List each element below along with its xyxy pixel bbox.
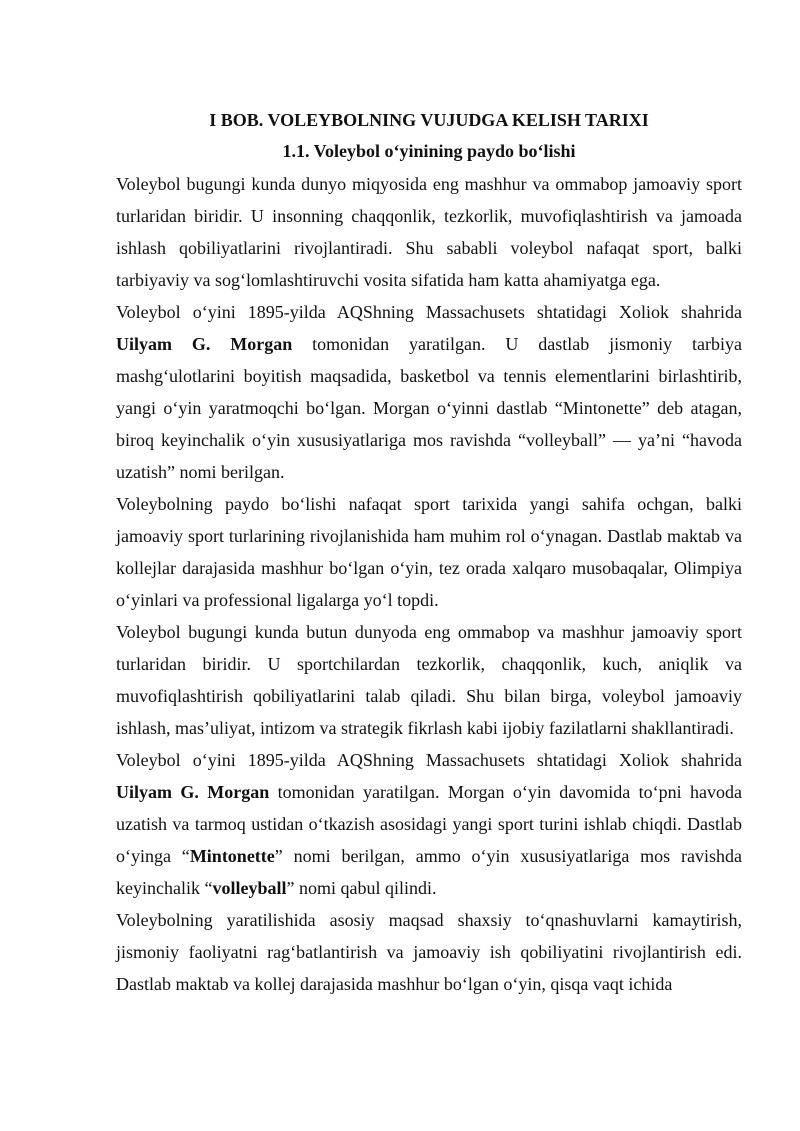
section-title: 1.1. Voleybol o‘yinining paydo bo‘lishi: [282, 141, 576, 161]
paragraph-5-text-a: Voleybol o‘yini 1895-yilda AQShning Massachusets shtatidagi Xoliok shahrida: [116, 750, 742, 770]
document-page: [116, 104, 742, 1000]
paragraph-5-text-d: ” nomi qabul qilindi.: [286, 878, 437, 898]
volleyball-bold: volleyball: [212, 878, 287, 898]
author-name-bold: Uilyam G. Morgan: [116, 334, 293, 354]
paragraph-2: [116, 296, 742, 488]
paragraph-5: [116, 744, 742, 904]
mintonette-bold: Mintonette: [189, 846, 275, 866]
paragraph-5-text-c: ” nomi berilgan, ammo o‘yin xususiyatlariga mos ravishda keyinchalik “: [116, 846, 742, 898]
paragraph-2-text-b: tomonidan yaratilgan. U dastlab jismoniy tarbiya mashg‘ulotlarini boyitish maqsadida, basketbol va tennis elementlarini birlashtirib, yangi o‘yin yaratmoqchi bo‘lgan. Morgan o‘yinni dastlab “Mintonette” deb atagan, biroq keyinchalik o‘yin xususiyatlariga mos ravishda “volleyball” — ya’ni “havoda uzatish” nomi berilgan.: [116, 334, 742, 482]
paragraph-5-text-b: tomonidan yaratilgan. Morgan o‘yin davomida to‘pni havoda uzatish va tarmoq ustidan o‘tkazish asosidagi yangi sport turini ishlab chiqdi. Dastlab o‘yinga “: [116, 782, 742, 866]
paragraph-1: Voleybol bugungi kunda dunyo miqyosida eng mashhur va ommabop jamoaviy sport turlaridan biridir. U insonning chaqqonlik, tezkorlik, muvofiqlashtirish va jamoada ishlash qobiliyatlarini rivojlantiradi. Shu sababli voleybol nafaqat sport, balki tarbiyaviy va sog‘lomlashtiruvchi vosita sifatida ham katta ahamiyatga ega.: [116, 174, 742, 290]
author-name-bold-2: Uilyam G. Morgan: [116, 782, 270, 802]
paragraph-4: Voleybol bugungi kunda butun dunyoda eng ommabop va mashhur jamoaviy sport turlaridan biridir. U sportchilardan tezkorlik, chaqqonlik, kuch, aniqlik va muvofiqlashtirish qobiliyatlarini talab qiladi. Shu bilan birga, voleybol jamoaviy ishlash, mas’uliyat, intizom va strategik fikrlash kabi ijobiy fazilatlarni shakllantiradi.: [116, 622, 742, 738]
paragraph-2-text-a: Voleybol o‘yini 1895-yilda AQShning Massachusets shtatidagi Xoliok shahrida: [116, 302, 742, 322]
paragraph-6: Voleybolning yaratilishida asosiy maqsad shaxsiy to‘qnashuvlarni kamaytirish, jismoniy faoliyatni rag‘batlantirish va jamoaviy ish qobiliyatini rivojlantirish edi. Dastlab maktab va kollej darajasida mashhur bo‘lgan o‘yin, qisqa vaqt ichida: [116, 910, 742, 994]
chapter-title: I BOB. VOLEYBOLNING VUJUDGA KELISH TARIXI: [209, 110, 649, 130]
paragraph-3: Voleybolning paydo bo‘lishi nafaqat sport tarixida yangi sahifa ochgan, balki jamoaviy sport turlarining rivojlanishida ham muhim rol o‘ynagan. Dastlab maktab va kollejlar darajasida mashhur bo‘lgan o‘yin, tez orada xalqaro musobaqalar, Olimpiya o‘yinlari va professional ligalarga yo‘l topdi.: [116, 494, 742, 610]
